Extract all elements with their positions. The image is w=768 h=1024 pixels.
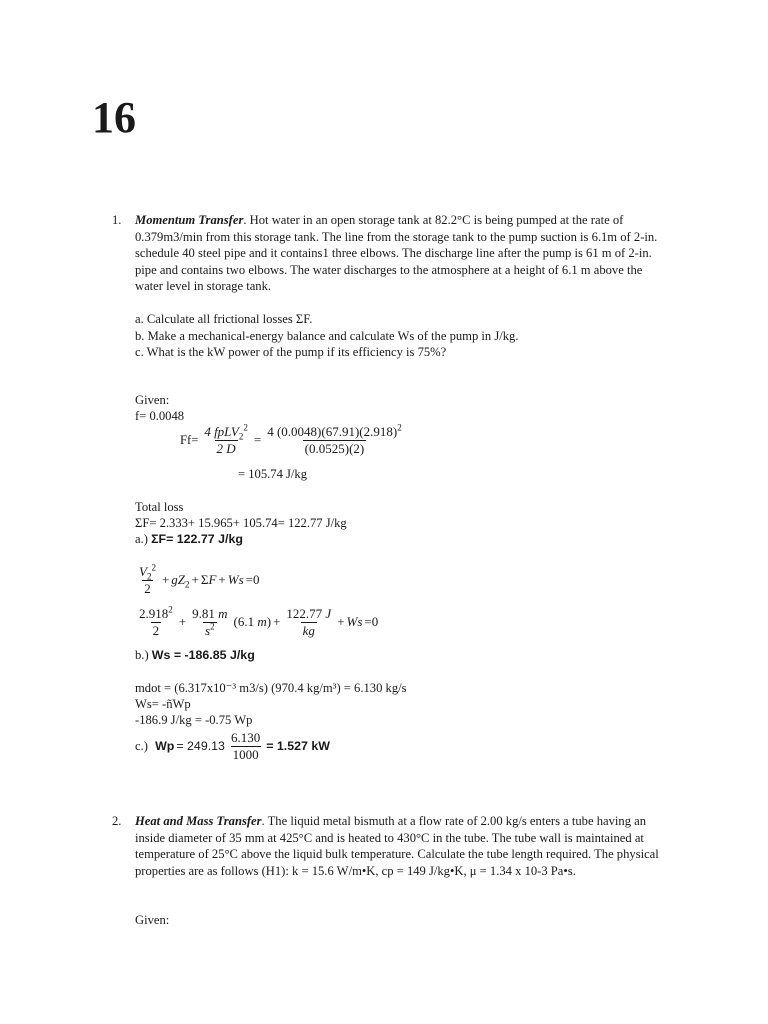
pump-work-line: -186.9 J/kg = -0.75 Wp <box>135 713 253 727</box>
question-topic: Momentum Transfer <box>135 213 244 227</box>
given-label: Given: <box>135 393 170 407</box>
question-parts <box>135 311 519 361</box>
ff-label: Ff= <box>180 433 199 448</box>
part-b: b. Make a mechanical-energy balance and calculate Ws of the pump in J/kg. <box>135 328 519 343</box>
answer-c-variable: Wp <box>155 739 175 754</box>
answer-c-fraction: $\frac{6.130}{1000}$ <box>230 730 261 762</box>
answer-c: c.) Wp = 249.13 $\frac{6.130}{1000}$ = 1.527 kW <box>135 730 330 762</box>
mass-flow-line: mdot = (6.317x10⁻³ m3/s) (970.4 kg/m³) = 6.130 kg/s <box>135 681 407 695</box>
page-number: 16 <box>92 93 136 142</box>
substituted-equation: $\frac{2.918^2}{2}$ + $\frac{9.81 m}{s^2}$ (6.1 m) + $\frac{122.77 J}{kg}$ + Ws =0 <box>139 604 379 638</box>
part-c: c. What is the kW power of the pump if its efficiency is 75%? <box>135 345 447 360</box>
energy-balance-equation: $\frac{V_2^2}{2}$ + $gZ_2$ + ΣF + Ws =0 <box>139 562 260 596</box>
work-relation: Ws= -ñWp <box>135 697 191 711</box>
question-text: . Hot water in an open storage tank at 82.2°C is being pumped at the rate of 0.379m3/min from this storage tank. The line from the storage tank to the pump suction is 6.1m of 2-in. schedule 40 steel pipe and it contains1 three elbows. The discharge line after the pump is 61 m of 2-in. pipe and contains two elbows. The water discharges to the atmosphere at a height of 6.1 m above the water level in storage tank. <box>135 213 658 294</box>
sum-of-losses: ΣF= 2.333+ 15.965+ 105.74= 122.77 J/kg <box>135 516 347 530</box>
question-1 <box>112 212 672 295</box>
part-a: a. Calculate all frictional losses ΣF. <box>135 312 313 326</box>
total-loss-label: Total loss <box>135 500 184 514</box>
ff-result: = 105.74 J/kg <box>238 467 308 481</box>
question-topic: Heat and Mass Transfer <box>135 814 262 828</box>
ff-equation: Ff= $\frac{4 fpLV_2^2}{2 D}$ = $\frac{4 (0.0048)(67.91)(2.918)^2}{(0.0525)(2)}$ <box>180 422 402 456</box>
question-text: . The liquid metal bismuth at a flow rate of 2.00 kg/s enters a tube having an inside diameter of 35 mm at 425°C and is heated to 430°C in the tube. The tube wall is maintained at temperature of 25°C above the liquid bulk temperature. Calculate the tube length required. The physical properties are as follows (H1): k = 15.6 W/m•K, cp = 149 J/kg•K, μ = 1.34 x 10-3 Pa•s. <box>135 814 659 878</box>
question-number: 2. <box>112 814 122 828</box>
ff-numeric-fraction: $\frac{4 (0.0048)(67.91)(2.918)^2}{(0.0525)(2)}$ <box>267 422 402 456</box>
question-2 <box>112 813 672 879</box>
answer-a: a.) ΣF= 122.77 J/kg <box>135 532 243 546</box>
ff-symbolic-fraction: $\frac{4 fpLV_2^2}{2 D}$ <box>204 422 248 456</box>
answer-a-value: ΣF= 122.77 J/kg <box>151 532 243 546</box>
question-number: 1. <box>112 213 122 227</box>
answer-c-value: = 1.527 kW <box>266 739 330 754</box>
answer-b-value: Ws = -186.85 J/kg <box>151 648 255 662</box>
answer-b: b.) Ws = -186.85 J/kg <box>135 648 255 662</box>
friction-factor: f= 0.0048 <box>135 409 185 423</box>
given-label: Given: <box>135 913 170 927</box>
